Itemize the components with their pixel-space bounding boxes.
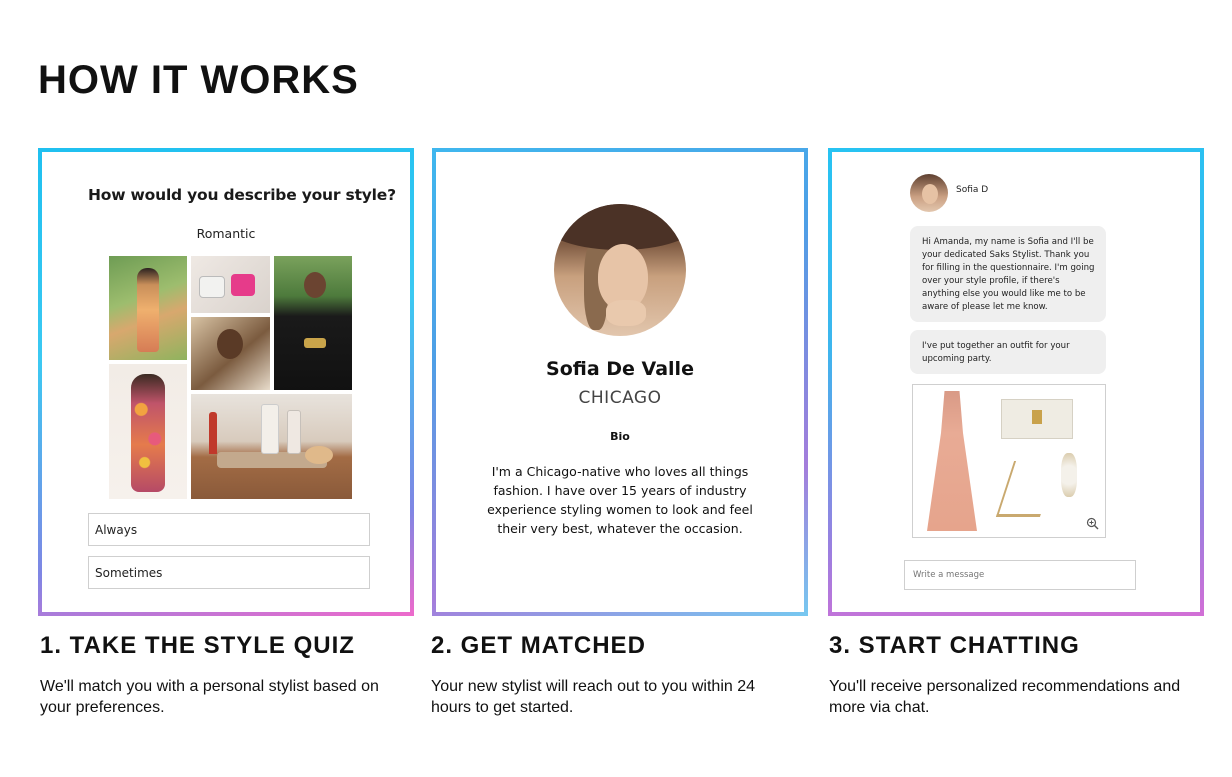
page-title: HOW IT WORKS [38, 58, 359, 102]
stylist-profile-card [436, 152, 804, 612]
step-title-style-quiz: 1. TAKE THE STYLE QUIZ [40, 632, 355, 659]
style-collage [109, 256, 352, 499]
collage-image-handbags [191, 256, 270, 313]
stylist-city: CHICAGO [578, 388, 662, 408]
stylist-avatar [554, 204, 686, 336]
step-description-start-chatting: You'll receive personalized recommendations and more via chat. [829, 678, 1181, 716]
outfit-earrings-image [1061, 453, 1077, 497]
collage-image-beauty-products [191, 394, 352, 499]
chat-message: Hi Amanda, my name is Sofia and I'll be your dedicated Saks Stylist. Thank you for filling in the questionnaire. I'm going over your style profile, if there's anything else you would like me to be aware of please let me know. [910, 226, 1106, 322]
outfit-heels-image [996, 461, 1058, 517]
answer-option-always[interactable]: Always [88, 513, 370, 546]
collage-image-floral-dress [109, 364, 187, 499]
message-input[interactable] [904, 560, 1136, 590]
step-description-get-matched: Your new stylist will reach out to you within 24 hours to get started. [431, 678, 756, 716]
chat-sender-name: Sofia D [956, 185, 989, 195]
style-quiz-card [42, 152, 410, 612]
collage-image-floral-gown [109, 256, 187, 360]
chat-card [832, 152, 1200, 612]
style-quiz-panel [38, 148, 414, 616]
stylist-profile-panel [432, 148, 808, 616]
zoom-icon[interactable] [1085, 517, 1099, 531]
collage-image-jewelry [191, 317, 270, 390]
outfit-recommendation-card[interactable] [912, 384, 1106, 538]
stylist-name: Sofia De Valle [546, 358, 694, 380]
stylist-bio: I'm a Chicago-native who loves all things fashion. I have over 15 years of industry experience styling women to look and feel their very best, whatever the occasion. [487, 464, 753, 536]
outfit-clutch-image [1001, 399, 1073, 439]
answer-option-sometimes[interactable]: Sometimes [88, 556, 370, 589]
step-title-get-matched: 2. GET MATCHED [431, 632, 646, 659]
quiz-style-label: Romantic [196, 226, 256, 241]
step-title-start-chatting: 3. START CHATTING [829, 632, 1080, 659]
step-description-style-quiz: We'll match you with a personal stylist based on your preferences. [40, 678, 379, 716]
chat-message: I've put together an outfit for your upcoming party. [910, 330, 1106, 374]
quiz-question: How would you describe your style? [88, 186, 396, 204]
collage-image-black-dress [274, 256, 352, 390]
chat-avatar [910, 174, 948, 212]
chat-panel [828, 148, 1204, 616]
bio-heading: Bio [610, 430, 630, 443]
outfit-dress-image [927, 391, 977, 531]
